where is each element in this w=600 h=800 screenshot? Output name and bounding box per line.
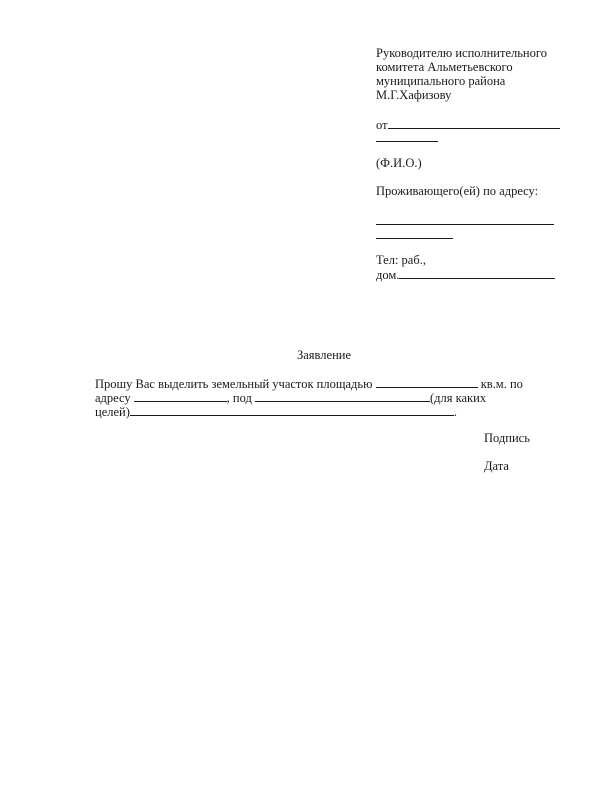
body-line-1-text-b: кв.м. по bbox=[480, 377, 523, 391]
purpose-field bbox=[255, 390, 430, 402]
from-label: от bbox=[376, 118, 388, 132]
address-label: Проживающего(ей) по адресу: bbox=[376, 184, 539, 198]
body-line-3-text-a: целей) bbox=[95, 405, 130, 419]
address-field-line-1 bbox=[376, 213, 554, 225]
addressee-line-2: комитета Альметьевского bbox=[376, 60, 513, 74]
from-name-field-continued bbox=[376, 130, 438, 142]
body-line-2-text-c: (для каких bbox=[429, 391, 487, 405]
from-name-field bbox=[388, 117, 560, 129]
purpose-field-continued bbox=[130, 404, 454, 416]
body-line-2-text-b: , под bbox=[226, 391, 252, 405]
body-line-3-text-b: . bbox=[453, 405, 458, 419]
statement-body-line-1 bbox=[95, 376, 523, 391]
body-line-1-text-a: Прошу Вас выделить земельный участок площадью bbox=[95, 377, 373, 391]
phone-work-label: Тел: раб., bbox=[376, 253, 426, 267]
phone-home-field bbox=[399, 267, 555, 279]
signature-label: Подпись bbox=[484, 431, 530, 445]
fio-label: (Ф.И.О.) bbox=[376, 156, 422, 170]
address-field-line-2 bbox=[376, 227, 453, 239]
phone-home-row bbox=[376, 267, 555, 282]
addressee-line-1: Руководителю исполнительного bbox=[376, 46, 547, 60]
area-field bbox=[376, 376, 478, 388]
address-field bbox=[134, 390, 227, 402]
addressee-block bbox=[376, 46, 566, 102]
date-label: Дата bbox=[484, 459, 509, 473]
statement-body-line-2 bbox=[95, 390, 486, 405]
statement-title: Заявление bbox=[297, 348, 352, 362]
addressee-line-3: муниципального района bbox=[376, 74, 506, 88]
phone-home-label: дом. bbox=[376, 268, 400, 282]
addressee-line-4: М.Г.Хафизову bbox=[376, 88, 452, 102]
statement-body-line-3 bbox=[95, 404, 457, 419]
body-line-2-text-a: адресу bbox=[95, 391, 131, 405]
